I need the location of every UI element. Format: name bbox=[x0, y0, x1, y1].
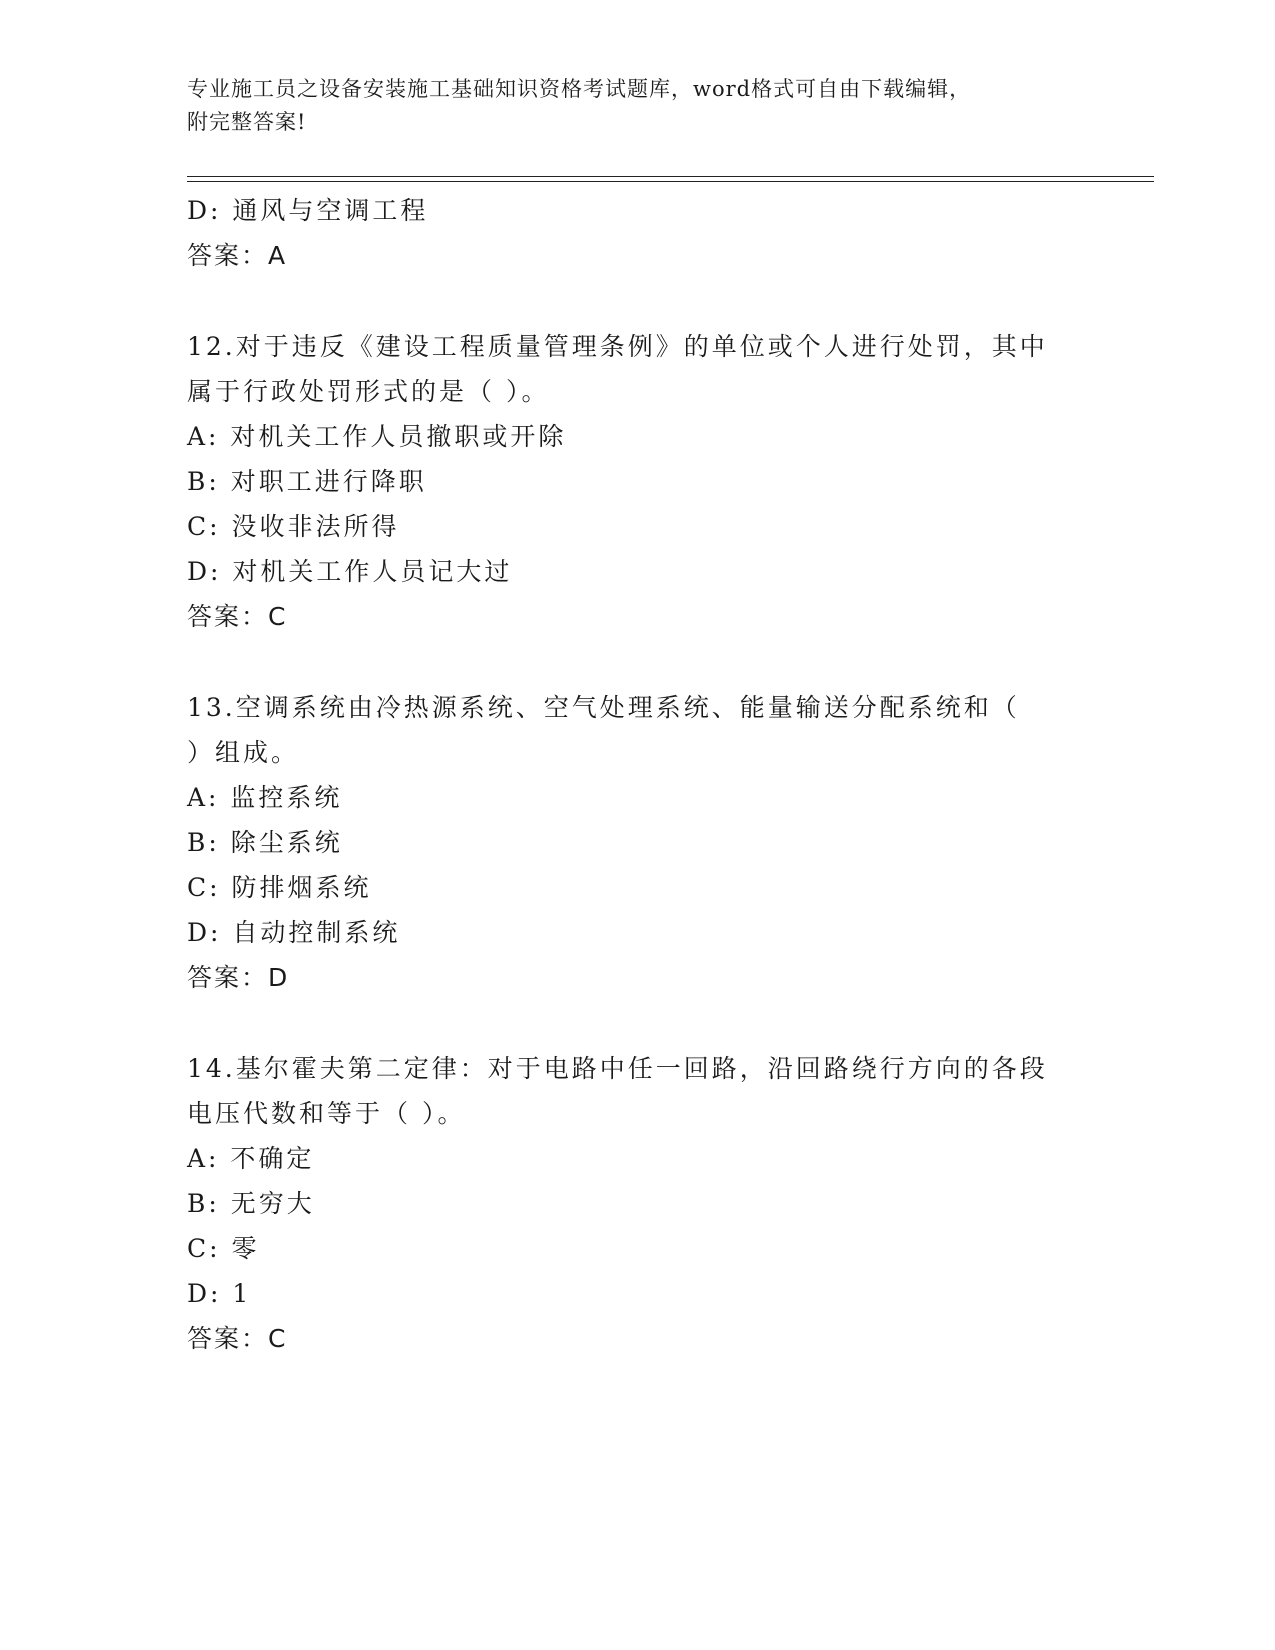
answer: 答案：C bbox=[187, 602, 288, 631]
prev-answer: 答案：A bbox=[187, 241, 288, 270]
question-stem-line-1: 14.基尔霍夫第二定律：对于电路中任一回路，沿回路绕行方向的各段 bbox=[187, 1054, 1048, 1083]
answer: 答案：D bbox=[187, 963, 290, 992]
option-c: C: 防排烟系统 bbox=[187, 873, 372, 902]
question-13 bbox=[187, 685, 1107, 1000]
option-d: D: 1 bbox=[187, 1279, 252, 1308]
document-header bbox=[187, 73, 1087, 139]
prev-option-d: D: 通风与空调工程 bbox=[187, 196, 429, 225]
option-b: B: 除尘系统 bbox=[187, 828, 343, 857]
question-stem-line-1: 12.对于违反《建设工程质量管理条例》的单位或个人进行处罚，其中 bbox=[187, 332, 1048, 361]
option-c: C: 零 bbox=[187, 1234, 260, 1263]
question-stem-line-1: 13.空调系统由冷热源系统、空气处理系统、能量输送分配系统和（ bbox=[187, 693, 1020, 722]
question-14 bbox=[187, 1046, 1107, 1361]
header-divider-bottom bbox=[187, 181, 1154, 182]
question-stem-line-2: 电压代数和等于（ ）。 bbox=[187, 1099, 466, 1128]
question-stem-line-2: ）组成。 bbox=[187, 738, 300, 767]
question-content bbox=[187, 188, 1107, 1361]
option-d: D: 对机关工作人员记大过 bbox=[187, 557, 513, 586]
question-12 bbox=[187, 324, 1107, 639]
answer: 答案：C bbox=[187, 1324, 288, 1353]
option-b: B: 对职工进行降职 bbox=[187, 467, 427, 496]
option-c: C: 没收非法所得 bbox=[187, 512, 400, 541]
option-a: A: 监控系统 bbox=[187, 783, 343, 812]
option-a: A: 对机关工作人员撤职或开除 bbox=[187, 422, 567, 451]
option-d: D: 自动控制系统 bbox=[187, 918, 401, 947]
option-b: B: 无穷大 bbox=[187, 1189, 315, 1218]
option-a: A: 不确定 bbox=[187, 1144, 315, 1173]
question-stem-line-2: 属于行政处罚形式的是（ ）。 bbox=[187, 377, 550, 406]
header-line-1: 专业施工员之设备安装施工基础知识资格考试题库，word格式可自由下载编辑， bbox=[187, 77, 972, 101]
header-divider-top bbox=[187, 176, 1154, 177]
header-line-2: 附完整答案! bbox=[187, 110, 307, 134]
